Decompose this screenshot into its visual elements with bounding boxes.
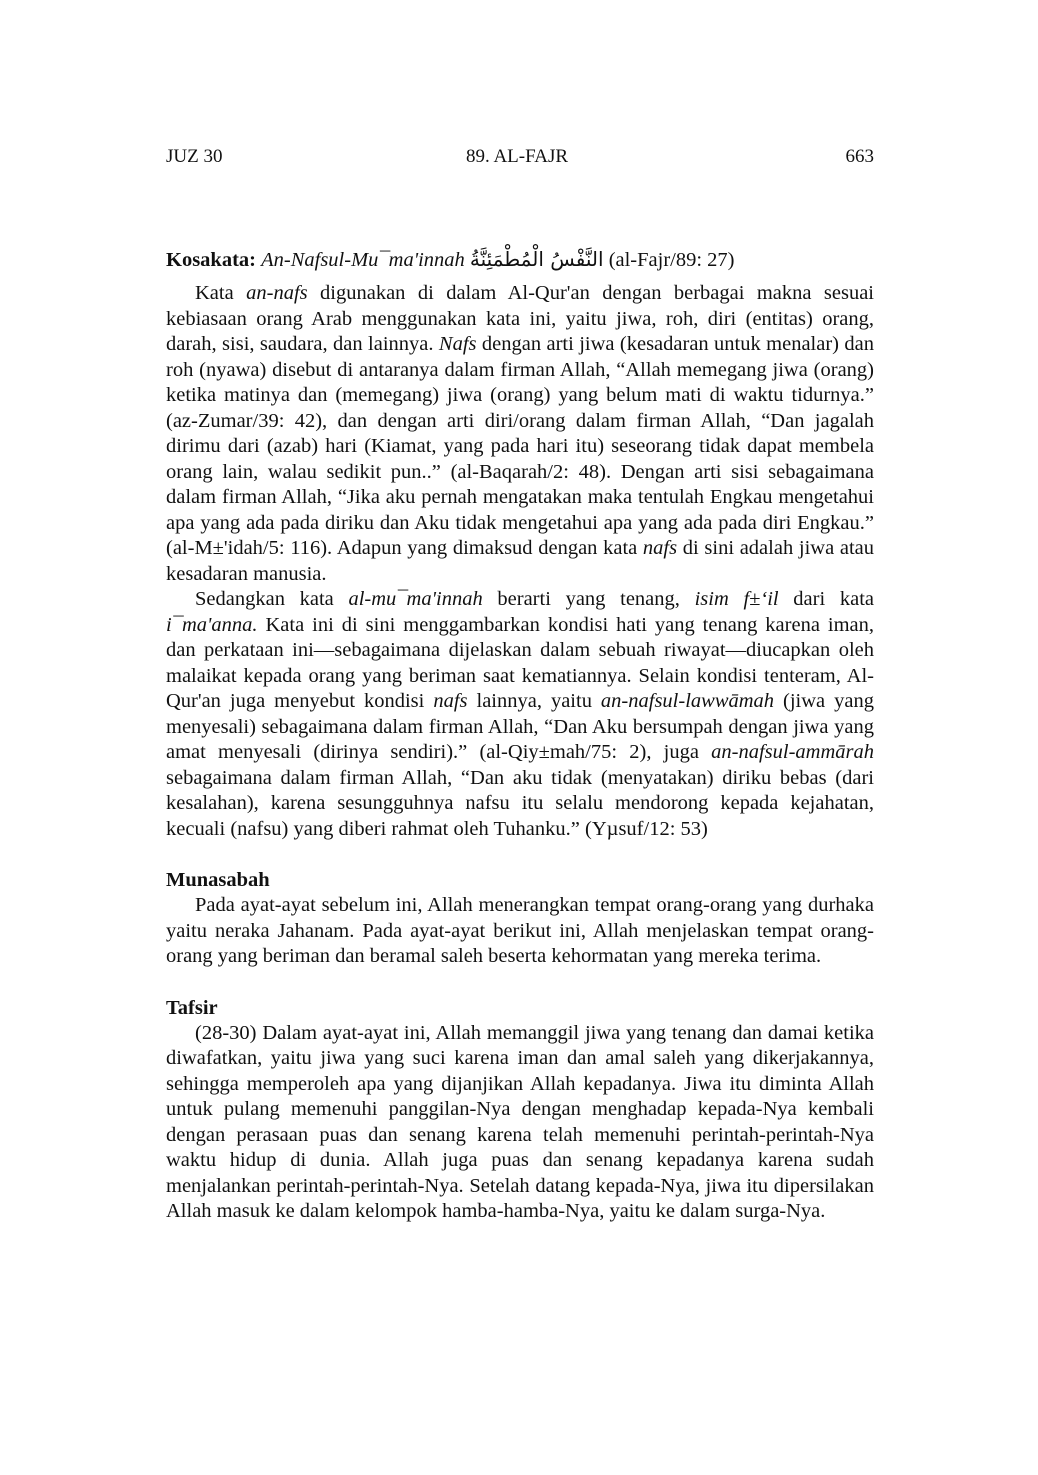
kosakata-reference: (al-Fajr/89: 27) xyxy=(608,249,735,271)
kosakata-paragraph-1: Kata an-nafs digunakan di dalam Al-Qur'an dengan berbagai makna sesuai kebiasaan orang Arab menggunakan kata ini, yaitu jiwa, roh, diri (entitas) orang, darah, sisi, saudara, dan lainnya. Nafs dengan arti jiwa (kesadaran untuk menalar) dan roh (nyawa) disebut di antaranya dalam firman Allah, “Allah memegang jiwa (orang) ketika matinya dan (memegang) jiwa (orang) yang belum mati di waktu tidurnya.” (az-Zumar/39: 42), dan dengan arti diri/orang dalam firman Allah, “Dan jagalah dirimu dari (azab) hari (Kiamat, yang pada hari itu) seseorang tidak dapat membela orang lain, walau sedikit pun..” (al-Baqarah/2: 48). Dengan arti sisi sebagaimana dalam firman Allah, “Jika aku pernah mengatakan maka tentulah Engkau mengetahui apa yang ada pada diriku dan Aku tidak mengetahui apa yang ada pada diri Engkau.” (al-M±'idah/5: 116). Adapun yang dimaksud dengan kata nafs di sini adalah jiwa atau kesadaran manusia. xyxy=(166,282,875,585)
page-number: 663 xyxy=(845,146,874,167)
munasabah-paragraph: Pada ayat-ayat sebelum ini, Allah menerangkan tempat orang-orang yang durhaka yaitu neraka Jahanam. Pada ayat-ayat berikut ini, Allah menjelaskan tempat orang-orang yang beriman dan beramal saleh beserta kehormatan yang mereka terima. xyxy=(166,894,874,967)
kosakata-heading xyxy=(166,240,874,279)
kosakata-label: Kosakata: xyxy=(166,249,256,271)
kosakata-term: An-Nafsul-Mu¯ma'innah xyxy=(261,249,465,271)
kosakata-arabic: النَّفْسُ الْمُطْمَئِنَّةُ xyxy=(469,247,604,271)
surah-title: 89. AL-FAJR xyxy=(466,146,569,167)
running-header xyxy=(166,146,874,172)
tafsir-heading: Tafsir xyxy=(166,996,218,1019)
kosakata-paragraph-2: Sedangkan kata al-mu¯ma'innah berarti yang tenang, isim f±‘il dari kata i¯ma'anna. Kata ini di sini menggambarkan kondisi hati yang tenang karena iman, dan perkataan ini—sebagaimana dijelaskan dalam sebuah riwayat—diucapkan oleh malaikat kepada orang yang beriman saat kematiannya. Selain kondisi tenteram, Al-Qur'an juga menyebut kondisi nafs lainnya, yaitu an-nafsul-lawwāmah (jiwa yang menyesali) sebagaimana dalam firman Allah, “Dan Aku bersumpah dengan jiwa yang amat menyesali (dirinya sendiri).” (al-Qiy±mah/75: 2), juga an-nafsul-ammārah sebagaimana dalam firman Allah, “Dan aku tidak (menyatakan) diriku bebas (dari kesalahan), karena sesungguhnya nafsu itu selalu mendorong kepada kejahatan, kecuali (nafsu) yang diberi rahmat oleh Tuhanku.” (Yµsuf/12: 53) xyxy=(166,588,875,840)
page-body xyxy=(166,240,874,1225)
juz-label: JUZ 30 xyxy=(166,146,223,167)
tafsir-paragraph: (28-30) Dalam ayat-ayat ini, Allah memanggil jiwa yang tenang dan damai ketika diwafatkan, yaitu jiwa yang suci karena iman dan amal saleh yang dikerjakannya, sehingga memperoleh apa yang dijanjikan Allah kepadanya. Jiwa itu diminta Allah untuk pulang memenuhi panggilan-Nya dengan menghadap kepada-Nya kembali dengan perasaan puas dan senang karena telah memenuhi perintah-perintah-Nya waktu hidup di dunia. Allah juga puas dan senang kepadanya karena sudah menjalankan perintah-perintah-Nya. Setelah datang kepada-Nya, jiwa itu dipersilakan Allah masuk ke dalam kelompok hamba-hamba-Nya, yaitu ke dalam surga-Nya. xyxy=(166,1021,874,1222)
munasabah-heading: Munasabah xyxy=(166,869,270,891)
